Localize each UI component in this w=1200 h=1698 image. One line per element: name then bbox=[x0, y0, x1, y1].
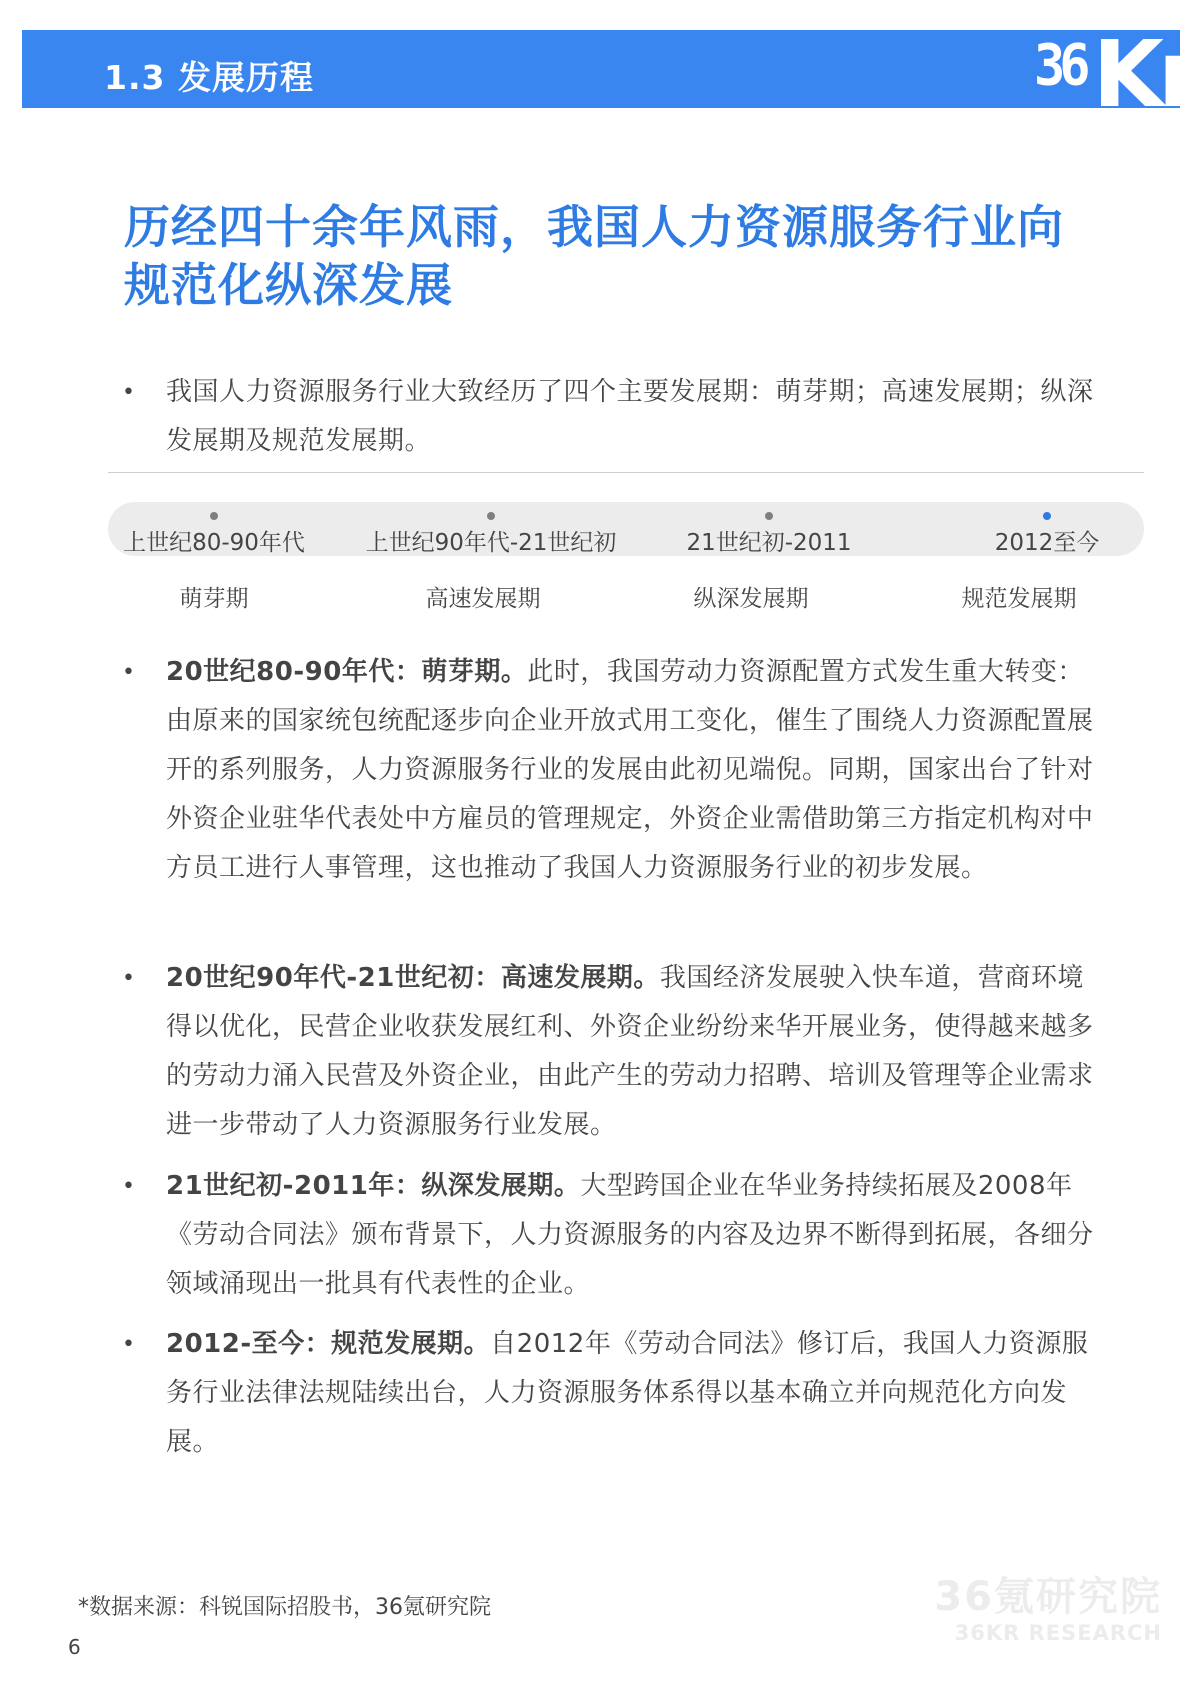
paragraph-2-text: 我国经济发展驶入快车道，营商环境得以优化，民营企业收获发展红利、外资企业纷纷来华开展业务，使得越来越多的劳动力涌入民营及外资企业，由此产生的劳动力招聘、培训及管理等企业需求进一步带动了人力资源服务行业发展。 bbox=[166, 963, 1094, 1140]
timeline-phase-2: 高速发展期 bbox=[425, 586, 541, 612]
section-title: 1.3 发展历程 bbox=[104, 58, 314, 97]
timeline-date-4: 2012至今 bbox=[994, 530, 1100, 556]
timeline-phase-3: 纵深发展期 bbox=[693, 586, 809, 612]
timeline-dot-3 bbox=[765, 512, 773, 520]
paragraph-2-lead: 20世纪90年代-21世纪初：高速发展期。 bbox=[166, 963, 660, 993]
paragraph-3 bbox=[166, 1162, 1108, 1309]
logo-text-36: 36 bbox=[1034, 33, 1085, 99]
paragraph-1-text: 此时，我国劳动力资源配置方式发生重大转变：由原来的国家统包统配逐步向企业开放式用工变化，催生了围绕人力资源配置展开的系列服务，人力资源服务行业的发展由此初见端倪。同期，国家出台了针对外资企业驻华代表处中方雇员的管理规定，外资企业需借助第三方指定机构对中方员工进行人事管理，这也推动了我国人力资源服务行业的初步发展。 bbox=[166, 657, 1094, 883]
timeline-phase-4: 规范发展期 bbox=[961, 586, 1077, 612]
paragraph-bullet-4: • bbox=[122, 1332, 135, 1357]
timeline-date-2: 上世纪90年代-21世纪初 bbox=[365, 530, 617, 556]
section-divider bbox=[108, 472, 1144, 473]
paragraph-2 bbox=[166, 954, 1108, 1150]
paragraph-3-text: 大型跨国企业在华业务持续拓展及2008年《劳动合同法》颁布背景下，人力资源服务的内容及边界不断得到拓展，各细分领域涌现出一批具有代表性的企业。 bbox=[166, 1171, 1094, 1299]
paragraph-1 bbox=[166, 648, 1108, 893]
paragraph-bullet-2: • bbox=[122, 966, 135, 991]
intro-bullet: • bbox=[122, 380, 135, 405]
logo-text-kr: Kr bbox=[1092, 20, 1198, 128]
paragraph-4 bbox=[166, 1320, 1108, 1467]
timeline-date-3: 21世纪初-2011 bbox=[686, 530, 852, 556]
paragraph-3-lead: 21世纪初-2011年：纵深发展期。 bbox=[166, 1171, 581, 1201]
timeline-dot-2 bbox=[487, 512, 495, 520]
intro-paragraph: 我国人力资源服务行业大致经历了四个主要发展期：萌芽期；高速发展期；纵深发展期及规范发展期。 bbox=[166, 377, 1094, 456]
watermark-subtitle: 36KR RESEARCH bbox=[954, 1621, 1162, 1645]
paragraph-bullet-3: • bbox=[122, 1174, 135, 1199]
data-source-note: *数据来源：科锐国际招股书，36氪研究院 bbox=[78, 1595, 491, 1620]
page-headline: 历经四十余年风雨，我国人力资源服务行业向规范化纵深发展 bbox=[124, 200, 1064, 312]
paragraph-4-lead: 2012-至今：规范发展期。 bbox=[166, 1329, 491, 1359]
timeline-dot-4 bbox=[1043, 512, 1051, 520]
research-watermark bbox=[934, 1574, 1162, 1646]
page-number: 6 bbox=[68, 1635, 81, 1659]
paragraph-4-text: 自2012年《劳动合同法》修订后，我国人力资源服务行业法律法规陆续出台，人力资源服务体系得以基本确立并向规范化方向发展。 bbox=[166, 1329, 1089, 1457]
watermark-title: 36氪研究院 bbox=[934, 1574, 1162, 1620]
timeline-date-1: 上世纪80-90年代 bbox=[123, 530, 305, 556]
brand-logo bbox=[1034, 20, 1198, 128]
timeline-dot-1 bbox=[210, 512, 218, 520]
paragraph-bullet-1: • bbox=[122, 660, 135, 685]
timeline-phase-1: 萌芽期 bbox=[179, 586, 249, 612]
paragraph-1-lead: 20世纪80-90年代：萌芽期。 bbox=[166, 657, 528, 687]
